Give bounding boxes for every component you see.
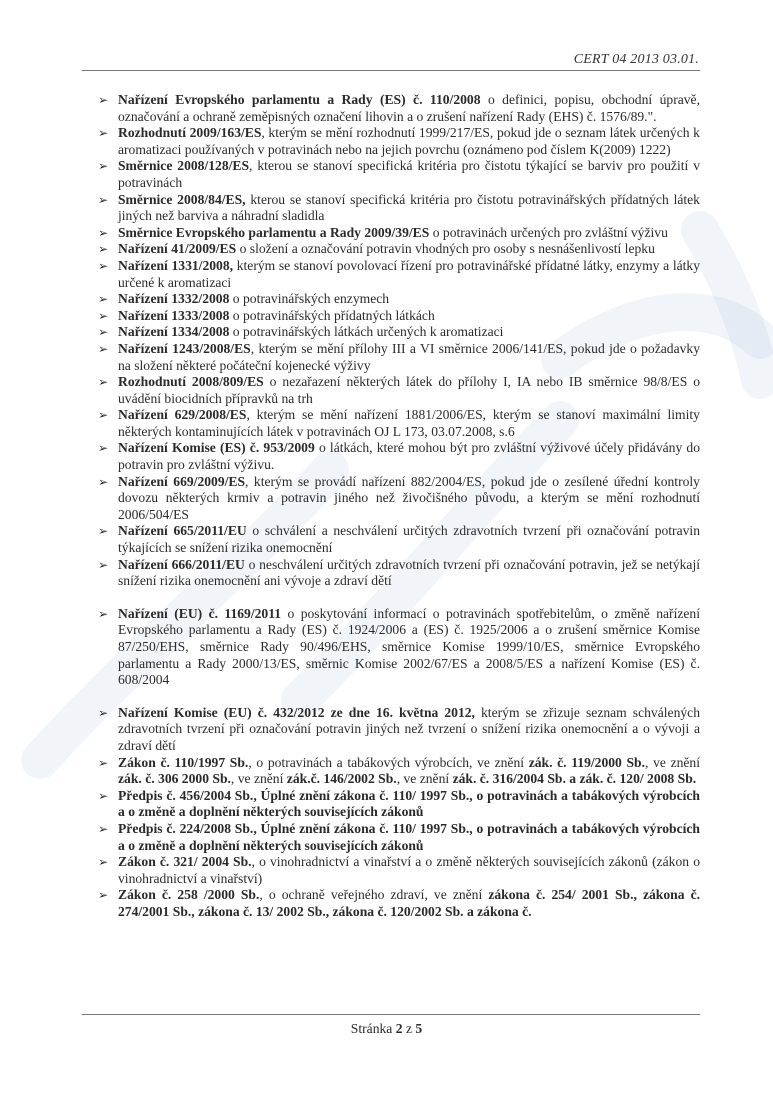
regulation-reference: zákona č. 254/ 2001 Sb., zákona č. 274/2001 Sb., zákona č. 13/ 2002 Sb., zákona č. 120/2002 Sb. a zákona č. [118,887,701,919]
page-current: 2 [395,1021,403,1036]
arrow-bullet-icon: ➢ [98,341,109,356]
regulation-reference: Nařízení Evropského parlamentu a Rady (ES) č. 110/2008 [118,92,481,107]
regulation-reference: Rozhodnutí 2009/163/ES [118,125,262,141]
regulation-reference: Směrnice Evropského parlamentu a Rady 2009/39/ES [118,224,430,240]
arrow-bullet-icon: ➢ [98,557,109,572]
list-item [96,125,700,158]
regulation-reference: Nařízení 1333/2008 [118,307,230,323]
regulation-description: o látkách, které mohou být pro zvláštní výživové účely přidávány do potravin pro zvláštní výživu. [118,440,701,473]
page-label: Stránka [350,1021,393,1036]
regulation-description: , ve znění [230,771,287,787]
regulation-reference: Zákon č. 258 /2000 Sb. [118,887,260,903]
arrow-bullet-icon: ➢ [98,755,109,770]
arrow-bullet-icon: ➢ [98,888,109,903]
regulation-reference: Nařízení 1334/2008 [118,324,230,340]
regulation-reference: zák.č. 146/2002 Sb. [286,771,397,787]
list-item [96,258,700,291]
arrow-bullet-icon: ➢ [98,93,109,107]
regulation-description: , o ochraně veřejného zdraví, ve znění [259,887,489,903]
regulation-reference: Zákon č. 110/1997 Sb. [118,754,249,770]
arrow-bullet-icon: ➢ [98,788,109,803]
page-total: 5 [415,1021,423,1036]
regulation-description: o potravinářských látkách určených k aromatizaci [229,324,504,340]
regulation-reference: Nařízení 1331/2008, [118,257,234,273]
regulation-description: kterým se zřizuje seznam schválených zdravotních tvrzení při označování potravin jiných než tvrzení o snížení rizika onemocnění a o vývoji a zdraví dětí [118,704,700,753]
regulation-reference: Nařízení 629/2008/ES [118,407,247,423]
list-item [96,755,700,788]
regulation-description: kterým se stanoví povolovací řízení pro potravinářské přídatné látky, enzymy a látky určené k aromatizaci [118,257,700,290]
regulation-reference: Nařízení 666/2011/EU [118,556,245,572]
footer-divider [82,1014,700,1015]
regulation-reference: Nařízení (EU) č. 1169/2011 [118,605,282,621]
regulation-description: , ve znění [645,754,701,770]
regulation-description: o nezařazení některých látek do přílohy I, IA nebo IB směrnice 98/8/ES o uvádění biocidních přípravků na trh [118,374,700,406]
arrow-bullet-icon: ➢ [98,258,109,273]
regulation-description: o definici, popisu, obchodní úpravě, označování a ochraně zeměpisných označení lihovin a o zrušení nařízení Rady (EHS) č. 1576/89.". [118,92,700,124]
regulation-reference: Nařízení 1243/2008/ES [118,340,251,356]
list-item [96,705,700,755]
regulation-reference: Nařízení 1332/2008 [118,291,230,307]
list-item [96,407,700,440]
regulation-description: o potravinách určených pro zvláštní výživu [429,224,668,240]
list-item [96,308,700,325]
regulation-description: kterou se stanoví specifická kritéria pro čistotu potravinářských přídatných látek jiných než barviva a náhradní sladidla [118,191,700,224]
list-item [96,158,700,191]
regulation-reference: Nařízení 669/2009/ES [118,473,246,489]
regulation-reference: Nařízení Komise (EU) č. 432/2012 ze dne 16. května 2012, [118,704,475,720]
regulation-reference: Směrnice 2008/128/ES [118,158,250,174]
arrow-bullet-icon: ➢ [98,375,109,390]
regulation-description: , kterým se provádí nařízení 882/2004/ES, pokud jde o zesílené úřední kontroly dovozu některých krmiv a potravin jiného než živočišného původu, a kterým se mění rozhodnutí 2006/504/ES [118,473,700,522]
list-item [96,557,700,590]
arrow-bullet-icon: ➢ [98,159,109,174]
regulation-reference: Rozhodnutí 2008/809/ES [118,374,264,390]
regulation-reference: Nařízení Komise (ES) č. 953/2009 [118,440,315,456]
page-separator: z [405,1021,412,1036]
arrow-bullet-icon: ➢ [98,606,109,621]
list-item [96,606,700,689]
list-item [96,474,700,524]
arrow-bullet-icon: ➢ [98,524,109,539]
regulation-description: , ve znění [396,771,453,787]
regulation-description: o neschválení určitých zdravotních tvrzení při označování potravin, jež se netýkají snížení rizika onemocnění ani vývoje a zdraví dětí [118,556,700,589]
arrow-bullet-icon: ➢ [98,292,109,307]
arrow-bullet-icon: ➢ [98,192,109,207]
list-item [96,192,700,225]
list-item [96,854,700,887]
regulation-description: , kterým se mění přílohy III a VI směrnice 2006/141/ES, pokud jde o požadavky na složení některé počáteční kojenecké výživy [118,340,700,373]
regulation-description: o složení a označování potravin vhodných pro osoby s nesnášenlivostí lepku [236,241,655,257]
arrow-bullet-icon: ➢ [98,308,109,323]
regulation-description: o schválení a neschválení určitých zdravotních tvrzení při označování potravin týkajících se snížení rizika onemocnění [118,523,700,556]
list-item [96,324,700,341]
regulation-description: , kterým se mění nařízení 1881/2006/ES, kterým se stanoví maximální limity některých kontaminujících látek v potravinách OJ L 173, 03.07.2008, s.6 [118,407,700,439]
list-item [96,523,700,556]
list-item [96,821,700,854]
arrow-bullet-icon: ➢ [98,821,109,836]
arrow-bullet-icon: ➢ [98,126,109,141]
arrow-bullet-icon: ➢ [98,325,109,340]
list-item [96,788,700,821]
regulation-description: , o vinohradnictví a vinařství a o změně některých souvisejících zákonů (zákon o vinohradnictví a vinařství) [118,854,700,886]
document-code: CERT 04 2013 03.01. [573,52,699,67]
arrow-bullet-icon: ➢ [98,855,109,870]
regulation-description: , kterou se stanoví specifická kritéria pro čistotu týkající se barviv pro použití v potravinách [118,158,700,190]
regulation-description: o potravinářských enzymech [229,291,390,307]
page-number [0,1021,773,1037]
arrow-bullet-icon: ➢ [98,705,109,720]
list-item [96,291,700,308]
header-divider [82,70,700,71]
arrow-bullet-icon: ➢ [98,441,109,456]
regulation-description: , kterým se mění rozhodnutí 1999/217/ES, pokud jde o seznam látek určených k aromatizaci používaných v potravinách nebo na jejich povrchu (oznámeno pod číslem K(2009) 1222) [118,125,700,157]
list-item [96,92,700,125]
regulation-reference: zák. č. 119/2000 Sb. [528,754,646,770]
list-item [96,241,700,258]
regulation-reference: Předpis č. 456/2004 Sb., Úplné znění zákona č. 110/ 1997 Sb., o potravinách a tabákových výrobcích a o změně a doplnění některých souvisejících zákonů [118,787,700,820]
regulation-reference: Nařízení 41/2009/ES [118,241,237,257]
regulation-reference: Zákon č. 321/ 2004 Sb. [118,854,252,870]
regulation-description: o poskytování informací o potravinách spotřebitelům, o změně nařízení Evropského parlamentu a Rady (ES) č. 1924/2006 a (ES) č. 1925/2006 a o zrušení směrnice Komise 87/250/EHS, směrnice Rady 90/496/EHS, směrnice Komise 1999/10/ES, směrnice Evropského parlamentu a Rady 2000/13/ES, směrnic Komise 2002/67/ES a 2008/5/ES a nařízení Komise (ES) č. 608/2004 [118,605,700,688]
list-item [96,440,700,473]
regulation-reference: Nařízení 665/2011/EU [118,523,247,539]
list-item [96,341,700,374]
list-item [96,225,700,242]
list-item [96,887,700,920]
arrow-bullet-icon: ➢ [98,225,109,240]
regulation-description: o potravinářských přídatných látkách [229,307,435,323]
regulation-description: , o potravinách a tabákových výrobcích, ve znění [248,754,529,770]
arrow-bullet-icon: ➢ [98,474,109,489]
regulation-reference: zák. č. 306 2000 Sb. [118,771,231,787]
regulation-reference: zák. č. 316/2004 Sb. a zák. č. 120/ 2008 Sb. [452,771,697,787]
regulation-reference: Předpis č. 224/2008 Sb., Úplné znění zákona č. 110/ 1997 Sb., o potravinách a tabákových výrobcích a o změně a doplnění některých souvisejících zákonů [118,820,700,853]
legislation-list [96,92,700,921]
regulation-reference: Směrnice 2008/84/ES, [118,191,246,207]
arrow-bullet-icon: ➢ [98,408,109,423]
list-item [96,374,700,407]
arrow-bullet-icon: ➢ [98,242,109,257]
